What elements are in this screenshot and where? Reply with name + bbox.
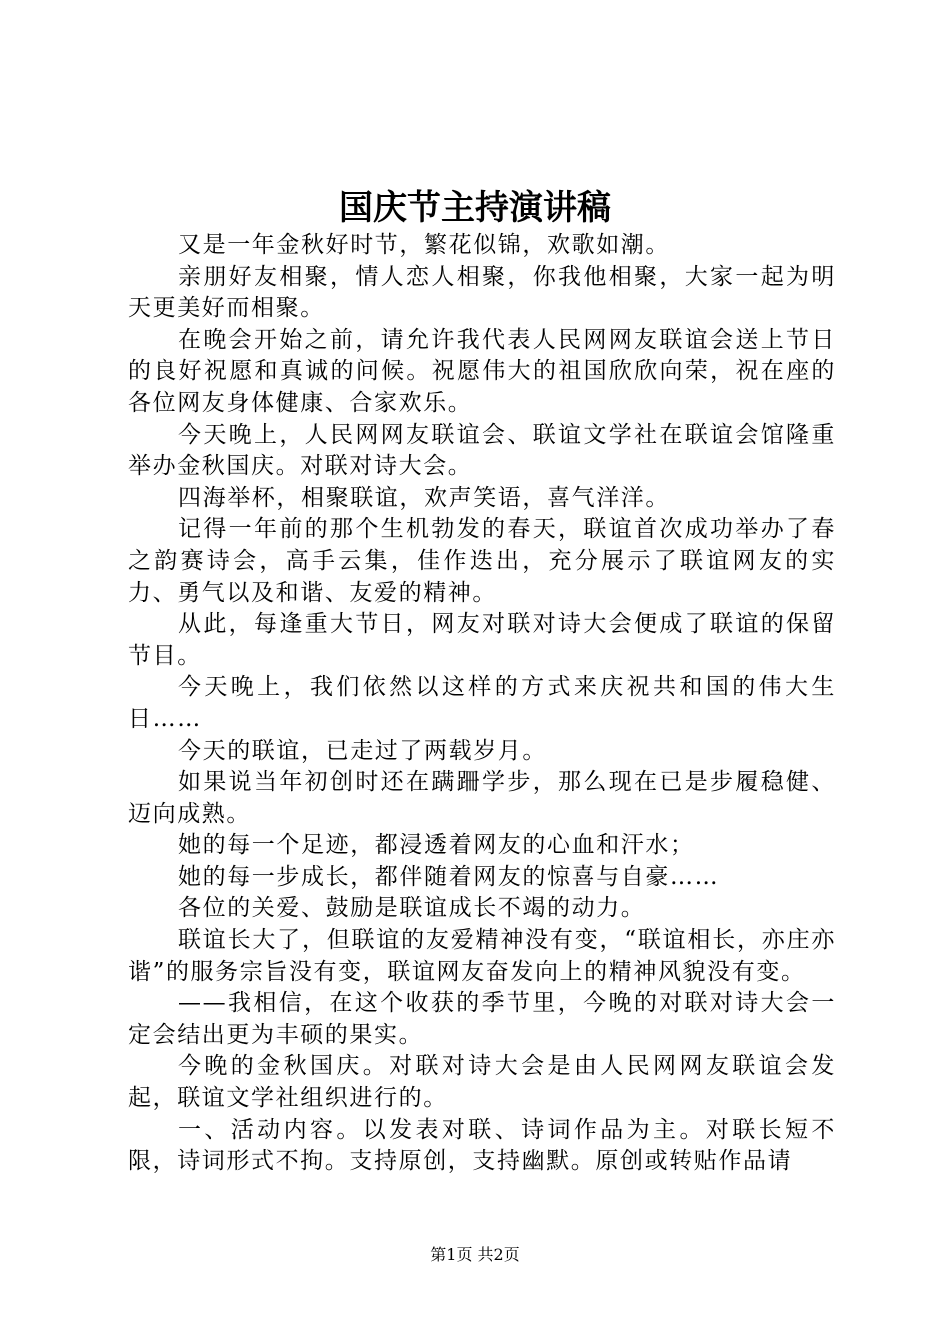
paragraph: 又是一年金秋好时节，繁花似锦，欢歌如潮。 xyxy=(178,232,670,258)
page-footer xyxy=(0,1243,950,1267)
paragraph: 记得一年前的那个生机勃发的春天，联谊首次成功举办了春之韵赛诗会，高手云集，佳作迭出，充分展示了联谊网友的实力、勇气以及和谐、友爱的精神。 xyxy=(128,516,836,606)
page-number-label: 第1页 共2页 xyxy=(430,1245,520,1264)
paragraph: 如果说当年初创时还在蹒跚学步，那么现在已是步履稳健、迈向成熟。 xyxy=(128,769,836,827)
paragraph: 今天晚上，人民网网友联谊会、联谊文学社在联谊会馆隆重举办金秋国庆。对联对诗大会。 xyxy=(128,421,836,480)
document-body xyxy=(128,230,836,1178)
paragraph: 在晚会开始之前，请允许我代表人民网网友联谊会送上节日的良好祝愿和真诚的问候。祝愿伟大的祖国欣欣向荣，祝在座的各位网友身体健康、合家欢乐。 xyxy=(128,326,836,416)
paragraph: 四海举杯，相聚联谊，欢声笑语，喜气洋洋。 xyxy=(178,484,670,511)
paragraph: 从此，每逢重大节日，网友对联对诗大会便成了联谊的保留节目。 xyxy=(128,611,836,669)
paragraph: 联谊长大了，但联谊的友爱精神没有变，“联谊相长，亦庄亦谐”的服务宗旨没有变，联谊网友奋发向上的精神风貌没有变。 xyxy=(128,927,836,985)
paragraph: 今天晚上，我们依然以这样的方式来庆祝共和国的伟大生日…… xyxy=(128,674,836,732)
paragraph: 各位的关爱、鼓励是联谊成长不竭的动力。 xyxy=(178,895,646,922)
paragraph: 她的每一步成长，都伴随着网友的惊喜与自豪…… xyxy=(178,863,720,890)
paragraph: 她的每一个足迹，都浸透着网友的心血和汗水； xyxy=(178,832,695,859)
paragraph: 一、活动内容。以发表对联、诗词作品为主。对联长短不限，诗词形式不拘。支持原创，支持幽默。原创或转贴作品请 xyxy=(128,1116,836,1175)
paragraph: ——我相信，在这个收获的季节里，今晚的对联对诗大会一定会结出更为丰硕的果实。 xyxy=(128,990,836,1048)
document-title: 国庆节主持演讲稿 xyxy=(339,188,611,228)
paragraph: 亲朋好友相聚，情人恋人相聚，你我他相聚，大家一起为明天更美好而相聚。 xyxy=(128,263,836,322)
paragraph: 今天的联谊，已走过了两载岁月。 xyxy=(178,737,547,764)
paragraph: 今晚的金秋国庆。对联对诗大会是由人民网网友联谊会发起，联谊文学社组织进行的。 xyxy=(128,1053,836,1112)
